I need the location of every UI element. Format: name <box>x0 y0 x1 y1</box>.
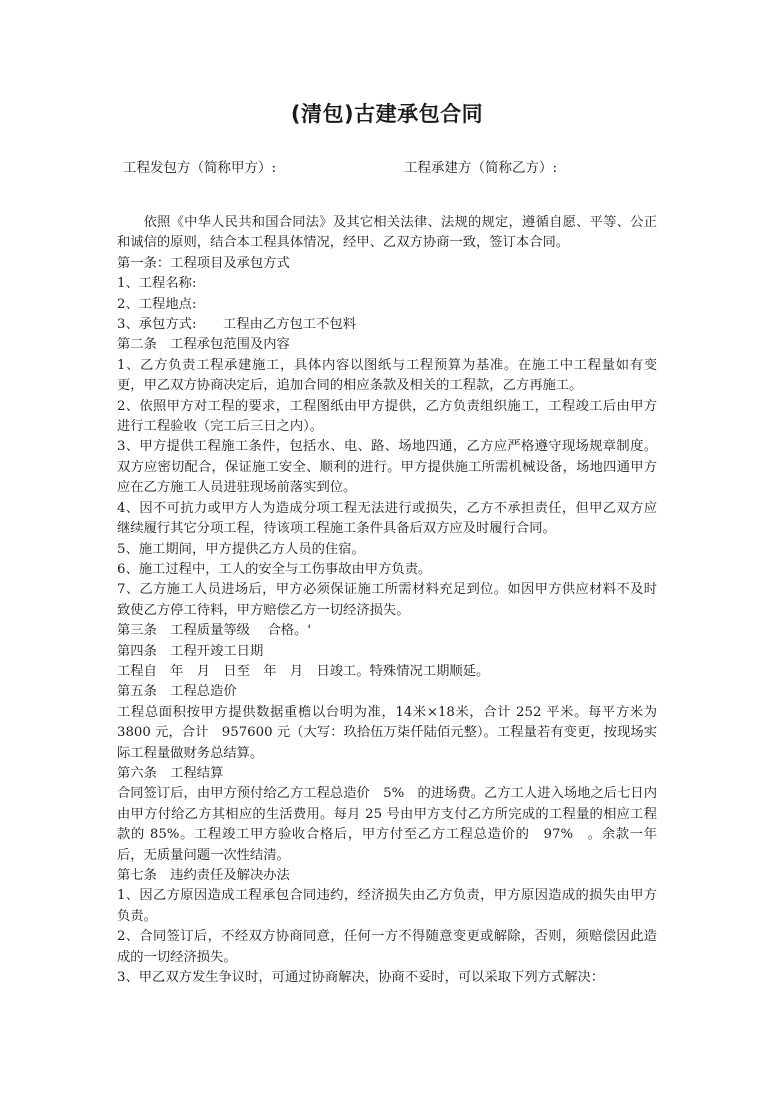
article-2-item: 2、依照甲方对工程的要求，工程图纸由甲方提供，乙方负责组织施工，工程竣工后由甲方进行工程验收（完工后三日之内）。 <box>117 398 657 435</box>
document-title: (清包)古建承包合同 <box>290 102 484 126</box>
article-1-title: 第一条：工程项目及承包方式 <box>117 255 290 271</box>
article-2-item: 5、施工期间，甲方提供乙方人员的住宿。 <box>117 541 365 557</box>
article-6-title: 第六条 工程结算 <box>117 765 224 781</box>
preamble-paragraph: 依照《中华人民共和国合同法》及其它相关法律、法规的规定，遵循自愿、平等、公正和诚信的原则，结合本工程具体情况，经甲、乙双方协商一致，签订本合同。 <box>117 215 657 251</box>
article-6-text: 合同签订后，由甲方预付给乙方工程总造价 5% 的进场费。乙方工人进入场地之后七日内由甲方付给乙方其相应的生活费用。每月 25 号由甲方支付乙方所完成的工程量的相应工程款的 85%。工程竣工甲方验收合格后，甲方付至乙方工程总造价的 97% 。余款一年后，无质量问题一次性结清。 <box>117 786 657 863</box>
article-2-title: 第二条 工程承包范围及内容 <box>117 337 290 353</box>
article-2-item: 3、甲方提供工程施工条件，包括水、电、路、场地四通，乙方应严格遵守现场规章制度。双方应密切配合，保证施工安全、顺利的进行。甲方提供施工所需机械设备，场地四通甲方应在乙方施工人员进驻现场前落实到位。 <box>117 439 657 496</box>
article-1-item: 3、承包方式: 工程由乙方包工不包料 <box>117 317 356 333</box>
article-4-text: 工程自 年 月 日至 年 月 日竣工。特殊情况工期顺延。 <box>117 663 490 679</box>
party-b-label: 工程承建方（简称乙方）: <box>404 160 558 176</box>
article-7-item: 3、甲乙双方发生争议时，可通过协商解决，协商不妥时，可以采取下列方式解决： <box>117 970 605 986</box>
article-4-title: 第四条 工程开竣工日期 <box>117 643 264 659</box>
article-5-text: 工程总面积按甲方提供数据重檐以台明为准，14米×18米，合计 252 平米。每平方米为 3800 元，合计 957600 元（大写：玖拾伍万柒仟陆佰元整）。工程量若有变更，按现场实际工程量做财务总结算。 <box>117 704 657 761</box>
article-3-title: 第三条 工程质量等级 合格。' <box>117 623 312 639</box>
article-7-title: 第七条 违约责任及解决办法 <box>117 868 290 883</box>
article-2-item: 6、施工过程中，工人的安全与工伤事故由甲方负责。 <box>117 561 432 577</box>
article-5-title: 第五条 工程总造价 <box>117 684 237 700</box>
article-2-item: 7、乙方施工人员进场后，甲方必须保证施工所需材料充足到位。如因甲方供应材料不及时致使乙方停工待料，甲方赔偿乙方一切经济损失。 <box>117 582 657 618</box>
article-7-item: 2、合同签订后，不经双方协商同意，任何一方不得随意变更或解除，否则，须赔偿因此造成的一切经济损失。 <box>117 929 657 965</box>
article-2-item: 1、乙方负责工程承建施工，具体内容以图纸与工程预算为基准。在施工中工程量如有变更，甲乙双方协商决定后，追加合同的相应条款及相关的工程款，乙方再施工。 <box>117 357 657 394</box>
article-1-item: 2、工程地点: <box>117 296 197 312</box>
party-a-label: 工程发包方（简称甲方）: <box>123 160 277 176</box>
article-1-item: 1、工程名称: <box>117 276 197 292</box>
contract-body <box>117 213 657 988</box>
article-2-item: 4、因不可抗力或甲方人为造成分项工程无法进行或损失，乙方不承担责任，但甲乙双方应继续履行其它分项工程，待该项工程施工条件具备后双方应及时履行合同。 <box>117 500 657 537</box>
article-7-item: 1、因乙方原因造成工程承包合同违约，经济损失由乙方负责，甲方原因造成的损失由甲方负责。 <box>117 888 657 924</box>
